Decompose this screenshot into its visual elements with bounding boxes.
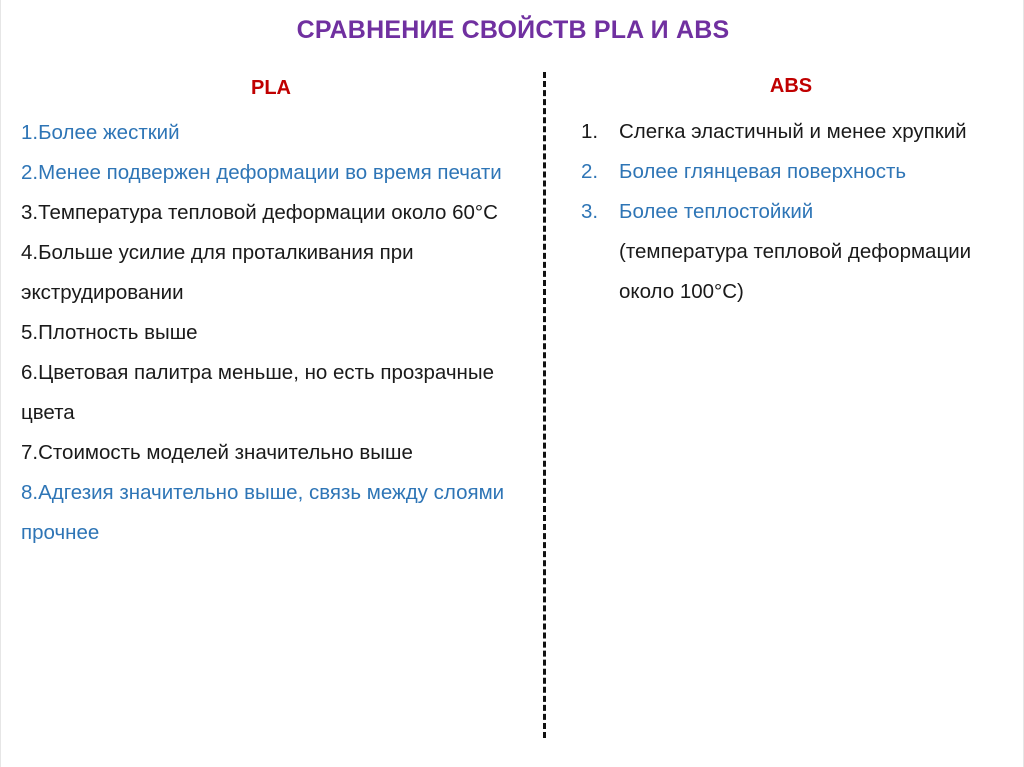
pla-property-8: 8.Адгезия значительно выше, связь между слоями прочнее [21, 481, 505, 544]
pla-property-1: 1.Более жесткий [21, 121, 180, 144]
abs-properties-list [581, 112, 981, 312]
abs-property-1-text: Слегка эластичный и менее хрупкий [619, 120, 967, 143]
pla-property-3: 3.Температура тепловой деформации около 60°С [21, 201, 498, 224]
pla-property-7: 7.Стоимость моделей значительно выше [21, 441, 413, 464]
pla-property-6: 6.Цветовая палитра меньше, но есть прозрачные цвета [21, 361, 494, 424]
abs-column-header: ABS [769, 75, 813, 97]
abs-property-2-text: Более глянцевая поверхность [619, 160, 907, 183]
pla-column-header: PLA [251, 77, 291, 99]
abs-property-3 [581, 192, 981, 312]
abs-property-3-number: 3. [581, 200, 599, 223]
pla-property-2: 2.Менее подвержен деформации во время печати [21, 161, 502, 184]
abs-property-3-text: Более теплостойкий [619, 200, 814, 223]
slide-title: СРАВНЕНИЕ СВОЙСТВ PLA И ABS [296, 16, 730, 44]
abs-property-2 [581, 152, 981, 192]
pla-property-4: 4.Больше усилие для проталкивания при экструдировании [21, 241, 414, 304]
abs-property-3-text-wrap [619, 192, 981, 312]
pla-property-5: 5.Плотность выше [21, 321, 198, 344]
abs-property-1-number: 1. [581, 120, 599, 143]
abs-property-3-note: (температура тепловой деформации около 100°С) [619, 240, 972, 303]
column-divider [543, 72, 546, 738]
abs-property-1 [581, 112, 981, 152]
abs-property-2-number: 2. [581, 160, 599, 183]
pla-properties-list [21, 113, 531, 553]
